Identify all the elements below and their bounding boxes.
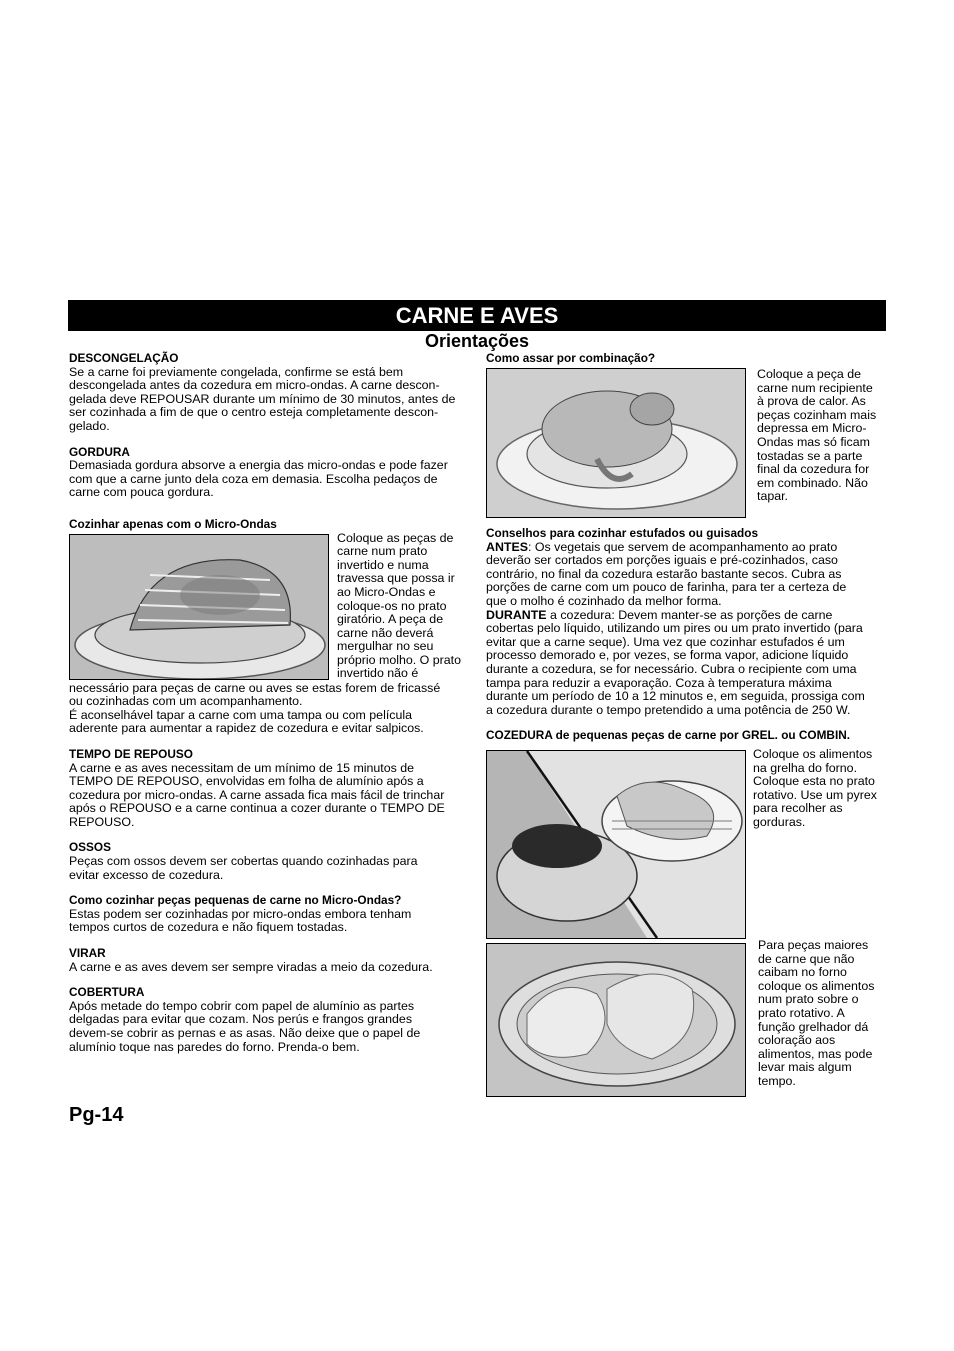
text-line: tempos curtos de cozedura e não fiquem tostadas.	[69, 920, 348, 935]
antes-line: que o molho é cozinhado da melhor forma.	[486, 593, 722, 608]
text-line: TEMPO DE REPOUSO, envolvidas em folha de alumínio após a	[69, 774, 424, 789]
text-line: Se a carne foi previamente congelada, confirme se está bem	[69, 364, 404, 379]
text-line: tostadas se a parte	[757, 448, 863, 463]
section-heading-virar: VIRAR	[69, 946, 106, 961]
text-line: delgadas para evitar que cozam. Nos perús e frangos grandes	[69, 1012, 413, 1027]
text-line: mergulhar no seu	[337, 639, 434, 654]
antes-line: contrário, no final da cozedura estarão bastante secos. Cubra as	[486, 566, 842, 581]
text-line: de carne que não	[758, 951, 855, 966]
text-line: A carne e as aves necessitam de um mínimo de 15 minutos de	[69, 760, 415, 775]
paragraph-virar	[69, 961, 469, 975]
text-line: tapar.	[757, 489, 789, 504]
text-line: em combinado. Não	[757, 475, 868, 490]
text-line: próprio molho. O prato	[337, 652, 461, 667]
text-line: descongelada antes da cozedura em micro-ondas. A carne descon-	[69, 378, 440, 393]
text-line: peças cozinham mais	[757, 407, 877, 422]
text-line: carne não deverá	[337, 625, 434, 640]
page-subtitle: Orientações	[424, 331, 530, 351]
durante-line: evitar que a carne seque). Uma vez que cozinhar estufados é um	[486, 634, 845, 649]
photo-chicken-in-dish	[486, 368, 746, 518]
text-line: na grelha do forno.	[753, 760, 858, 775]
text-line: Demasiada gordura absorve a energia das micro-ondas e pode fazer	[69, 458, 448, 473]
text-line: carne com pouca gordura.	[69, 485, 214, 500]
page-title: CARNE E AVES	[68, 300, 886, 331]
text-line: REPOUSO.	[69, 814, 135, 829]
paragraph-repouso	[69, 762, 469, 830]
text-line: ao Micro-Ondas e	[337, 584, 436, 599]
section-heading-descongelacao: DESCONGELAÇÃO	[69, 351, 179, 365]
section-heading-cobertura: COBERTURA	[69, 985, 145, 1000]
text-line: carne num recipiente	[757, 380, 873, 395]
section-heading-grel: COZEDURA de pequenas peças de carne por GREL. ou COMBIN.	[486, 728, 851, 743]
label-antes: ANTES	[486, 539, 528, 554]
text-line: aderente para aumentar a rapidez de cozedura e evitar salpicos.	[69, 721, 424, 736]
text-line: Coloque a peça de	[757, 367, 862, 381]
antes-line: porções de carne com um pouco de farinha, para ter a certeza de	[486, 580, 847, 595]
text-line: A carne e as aves devem ser sempre viradas a meio da cozedura.	[69, 959, 433, 974]
text-line: necessário para peças de carne ou aves se estas forem de fricassé	[69, 680, 441, 695]
text-line: É aconselhável tapar a carne com uma tampa ou com película	[69, 707, 412, 722]
paragraph-antes	[486, 541, 890, 609]
text-line: após o REPOUSO e a carne continua a cozer durante o TEMPO DE	[69, 801, 445, 816]
left-column	[69, 352, 469, 1054]
section-heading-repouso: TEMPO DE REPOUSO	[69, 746, 193, 761]
text-line: rotativo. Use um pyrex	[753, 787, 877, 802]
text-line: tempo.	[758, 1073, 796, 1088]
photo-meat-on-inverted-plate	[69, 534, 329, 680]
text-line: giratório. A peça de	[337, 612, 444, 627]
paragraph-gordura	[69, 459, 469, 500]
page-number: Pg-14	[69, 1104, 124, 1126]
durante-line: durante um período de 10 a 12 minutos e, em seguida, prossiga com	[486, 689, 865, 704]
paragraph-microondas	[69, 682, 469, 736]
durante-first-line: a cozedura: Devem manter-se as porções de carne	[546, 607, 833, 622]
section-heading-assar: Como assar por combinação?	[486, 351, 656, 365]
section-heading-gordura: GORDURA	[69, 444, 130, 459]
text-line: gelada deve REPOUSAR durante um mínimo de 30 minutos, antes de	[69, 391, 456, 406]
text-line: Para peças maiores	[758, 938, 869, 952]
section-heading-pequenas: Como cozinhar peças pequenas de carne no Micro-Ondas?	[69, 893, 402, 908]
text-line: coloração aos	[758, 1033, 836, 1048]
photo-chicken-legs-in-pyrex	[486, 943, 746, 1097]
text-line: Estas podem ser cozinhadas por micro-ondas embora tenham	[69, 906, 412, 921]
right-column	[486, 352, 886, 366]
paragraph-assar-side	[757, 368, 887, 504]
section-estufados	[486, 527, 890, 743]
text-line: depressa em Micro-	[757, 421, 867, 436]
durante-line: a cozedura durante o tempo pretendido a uma potência de 250 W.	[486, 702, 851, 717]
text-line: final da cozedura for	[757, 462, 870, 477]
durante-line: durante a cozedura, se for necessário. Cubra o recipiente com uma	[486, 661, 857, 676]
durante-line: processo demorado e, por vezes, se forma vapor, adicione líquido	[486, 648, 849, 663]
text-line: caibam no forno	[758, 965, 847, 980]
paragraph-ossos	[69, 855, 469, 882]
text-line: Coloque esta no prato	[753, 774, 875, 789]
section-heading-ossos: OSSOS	[69, 840, 111, 855]
text-line: com que a carne junto dela coza em demasia. Escolha pedaços de	[69, 471, 438, 486]
paragraph-maiores-side	[758, 939, 888, 1089]
text-line: Após metade do tempo cobrir com papel de alumínio as partes	[69, 998, 415, 1013]
section-heading-estufados: Conselhos para cozinhar estufados ou guisados	[486, 526, 759, 540]
text-line: prato rotativo. A	[758, 1005, 845, 1020]
paragraph-descongelacao	[69, 366, 469, 434]
label-durante: DURANTE	[486, 607, 547, 622]
antes-first-line: : Os vegetais que servem de acompanhamento ao prato	[528, 539, 838, 554]
section-heading-microondas: Cozinhar apenas com o Micro-Ondas	[69, 516, 277, 531]
text-line: Ondas mas só ficam	[757, 434, 870, 449]
text-line: num prato sobre o	[758, 992, 859, 1007]
text-line: evitar excesso de cozedura.	[69, 867, 224, 882]
text-line: coloque os alimentos	[758, 978, 875, 993]
text-line: travessa que possa ir	[337, 571, 455, 586]
paragraph-durante	[486, 609, 890, 718]
text-line: invertido e numa	[337, 557, 429, 572]
durante-line: tampa para reduzir a evaporação. Coza à temperatura máxima	[486, 675, 832, 690]
text-line: alumínio toque nas paredes do forno. Prenda-o bem.	[69, 1039, 360, 1054]
text-line: à prova de calor. As	[757, 394, 866, 409]
text-line: levar mais algum	[758, 1060, 852, 1075]
paragraph-pequenas	[69, 908, 469, 935]
text-line: alimentos, mas pode	[758, 1046, 873, 1061]
text-line: para recolher as	[753, 801, 843, 816]
text-line: devem-se cobrir as pernas e as asas. Não deixe que o papel de	[69, 1026, 421, 1040]
text-line: gorduras.	[753, 814, 806, 829]
antes-line: deverão ser cortados em porções iguais e pré-cozinhados, caso	[486, 553, 838, 568]
paragraph-grel-side	[753, 748, 888, 830]
text-line: gelado.	[69, 418, 110, 433]
durante-line: cobertas pelo líquido, utilizando um pires ou um prato invertido (para	[486, 621, 863, 636]
text-line: cozedura por micro-ondas. A carne assada fica mais fácil de trinchar	[69, 787, 445, 802]
text-line: Peças com ossos devem ser cobertas quando cozinhadas para	[69, 854, 418, 869]
text-line: coloque-os no prato	[337, 598, 447, 613]
text-line: carne num prato	[337, 544, 428, 559]
paragraph-cobertura	[69, 1000, 469, 1054]
text-line: função grelhador dá	[758, 1019, 869, 1034]
photo-grill-rack	[486, 750, 746, 939]
text-line: Coloque os alimentos	[753, 747, 873, 761]
text-line: invertido não é	[337, 666, 419, 681]
text-line: Coloque as peças de	[337, 531, 454, 545]
text-line: ser cozinhada a fim de que o centro esteja completamente descon-	[69, 405, 439, 420]
text-line: ou cozinhadas com um acompanhamento.	[69, 694, 303, 709]
